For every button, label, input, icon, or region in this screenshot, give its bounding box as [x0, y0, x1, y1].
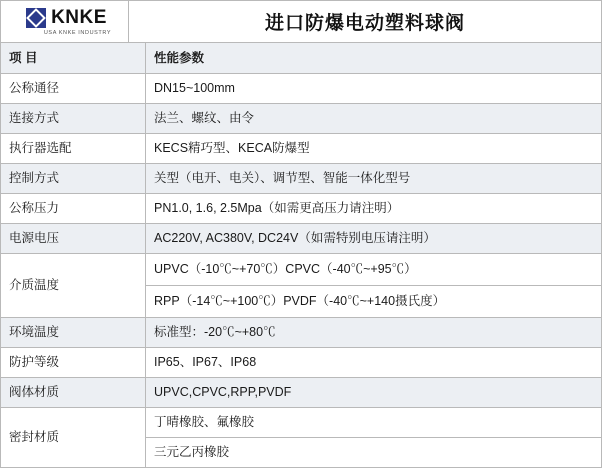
- table-row: [1, 164, 602, 194]
- row-label: 密封材质: [1, 408, 146, 468]
- row-value: AC220V, AC380V, DC24V（如需特别电压请注明）: [146, 224, 602, 254]
- specification-table: [0, 42, 602, 468]
- table-row: [1, 74, 602, 104]
- table-row: [1, 378, 602, 408]
- table-row: [1, 254, 602, 286]
- row-value: DN15~100mm: [146, 74, 602, 104]
- table-row: [1, 104, 602, 134]
- row-value: KECS精巧型、KECA防爆型: [146, 134, 602, 164]
- brand-logo-row: [26, 8, 107, 28]
- row-label: 执行器选配: [1, 134, 146, 164]
- row-value: 标准型：-20℃~+80℃: [146, 318, 602, 348]
- row-label: 阀体材质: [1, 378, 146, 408]
- row-value-line: UPVC（-10℃~+70℃）CPVC（-40℃~+95℃）: [146, 254, 602, 286]
- table-row: [1, 318, 602, 348]
- row-value: 关型（电开、电关）、调节型、智能一体化型号: [146, 164, 602, 194]
- table-header-row: [1, 43, 602, 74]
- brand-subtitle: USA KNKE INDUSTRY: [43, 29, 112, 36]
- row-label: 电源电压: [1, 224, 146, 254]
- row-label: 公称通径: [1, 74, 146, 104]
- row-label: 介质温度: [1, 254, 146, 318]
- row-label: 控制方式: [1, 164, 146, 194]
- table-row: [1, 408, 602, 438]
- diamond-logo-icon: [26, 8, 46, 28]
- row-value-line: 三元乙丙橡胶: [146, 438, 602, 468]
- table-row: [1, 194, 602, 224]
- row-label: 公称压力: [1, 194, 146, 224]
- brand-logo: [1, 1, 129, 42]
- page-title: 进口防爆电动塑料球阀: [264, 13, 465, 34]
- document-header: [0, 0, 602, 42]
- row-value-line: RPP（-14℃~+100℃）PVDF（-40℃~+140摄氏度）: [146, 286, 602, 318]
- brand-name: KNKE: [51, 7, 107, 28]
- column-header-item: 项 目: [1, 43, 146, 74]
- row-value: 法兰、螺纹、由令: [146, 104, 602, 134]
- row-label: 防护等级: [1, 348, 146, 378]
- column-header-parameter: 性能参数: [146, 43, 602, 74]
- row-label: 环境温度: [1, 318, 146, 348]
- row-value-line: 丁晴橡胶、氟橡胶: [146, 408, 602, 438]
- row-value: PN1.0, 1.6, 2.5Mpa（如需更高压力请注明）: [146, 194, 602, 224]
- table-row: [1, 348, 602, 378]
- row-value: IP65、IP67、IP68: [146, 348, 602, 378]
- table-row: [1, 224, 602, 254]
- row-value: UPVC,CPVC,RPP,PVDF: [146, 378, 602, 408]
- row-label: 连接方式: [1, 104, 146, 134]
- table-row: [1, 134, 602, 164]
